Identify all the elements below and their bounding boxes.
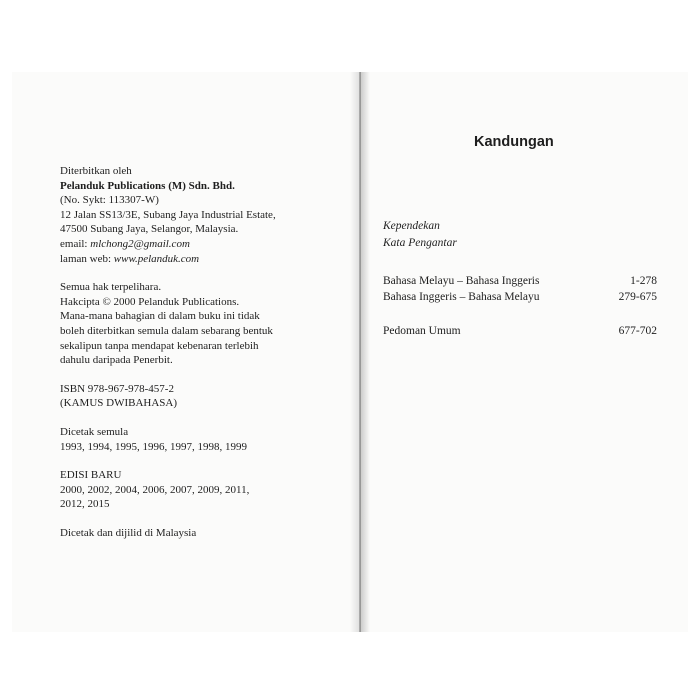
email-value: mlchong2@gmail.com xyxy=(90,237,190,250)
toc-entry-label: Bahasa Inggeris – Bahasa Melayu xyxy=(383,291,540,303)
isbn-number: ISBN 978-967-978-457-2 xyxy=(60,382,174,395)
edition-years-1: 2000, 2002, 2004, 2006, 2007, 2009, 2011, xyxy=(60,483,250,496)
website-line xyxy=(60,252,350,267)
book-spread xyxy=(12,72,688,632)
company-number: (No. Sykt: 113307-W) xyxy=(60,194,159,207)
contents-title: Kandungan xyxy=(474,134,554,150)
front-matter-abbreviations: Kependekan xyxy=(383,220,440,232)
rights-line-3: Mana-mana bahagian di dalam buku ini tidak xyxy=(60,310,260,323)
email-label: email: xyxy=(60,237,88,250)
book-gutter xyxy=(350,72,370,632)
toc-entry-pages: 1-278 xyxy=(630,275,657,287)
toc-entry-label: Pedoman Umum xyxy=(383,325,461,337)
rights-line-4: boleh diterbitkan semula dalam sebarang bentuk xyxy=(60,324,273,337)
rights-line-1: Semua hak terpelihara. xyxy=(60,281,162,294)
isbn-title: (KAMUS DWIBAHASA) xyxy=(60,397,178,410)
toc-entry-pages: 677-702 xyxy=(618,325,657,337)
contents-page xyxy=(368,72,678,632)
printed-in: Dicetak dan dijilid di Malaysia xyxy=(60,526,197,539)
reprint-years: 1993, 1994, 1995, 1996, 1997, 1998, 1999 xyxy=(60,440,247,453)
email-line xyxy=(60,237,350,252)
toc-entry-pages: 279-675 xyxy=(618,291,657,303)
edition-years-2: 2012, 2015 xyxy=(60,498,110,511)
address-line-2: 47500 Subang Jaya, Selangor, Malaysia. xyxy=(60,223,239,236)
website-value: www.pelanduk.com xyxy=(113,252,200,265)
rights-line-6: dahulu daripada Penerbit. xyxy=(60,354,173,367)
publisher-name: Pelanduk Publications (M) Sdn. Bhd. xyxy=(60,179,235,192)
rights-line-5: sekalipun tanpa mendapat kebenaran terlebih xyxy=(60,339,259,352)
toc-entry-label: Bahasa Melayu – Bahasa Inggeris xyxy=(383,275,540,287)
address-line-1: 12 Jalan SS13/3E, Subang Jaya Industrial Estate, xyxy=(60,208,276,221)
rights-line-2: Hakcipta © 2000 Pelanduk Publications. xyxy=(60,295,240,308)
copyright-page xyxy=(60,164,350,540)
reprint-heading: Dicetak semula xyxy=(60,425,129,438)
edition-heading: EDISI BARU xyxy=(60,469,122,482)
website-label: laman web: xyxy=(60,252,112,265)
front-matter-preface: Kata Pengantar xyxy=(383,237,457,249)
publisher-intro: Diterbitkan oleh xyxy=(60,165,132,177)
